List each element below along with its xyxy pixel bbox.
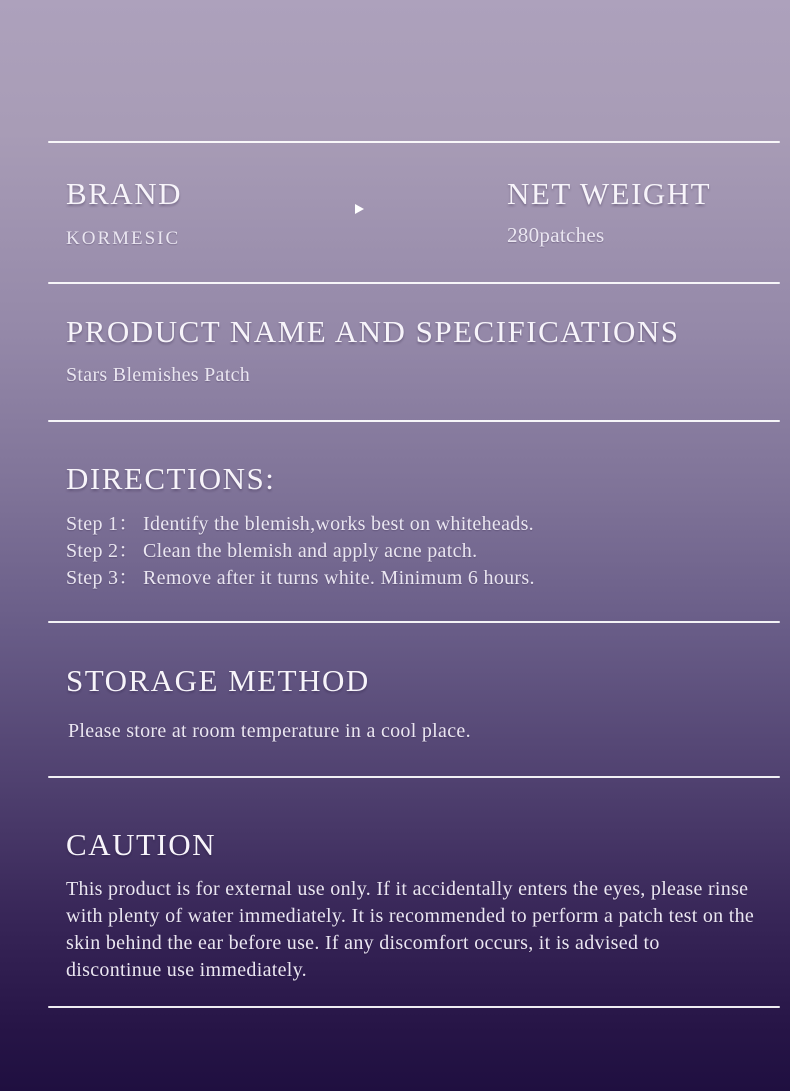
divider-brand-bottom [48,282,780,284]
storage-method-title: STORAGE METHOD [66,663,370,698]
product-name-title: PRODUCT NAME AND SPECIFICATIONS [66,314,680,349]
step-3-text: Remove after it turns white. Minimum 6 hours. [143,567,535,589]
brand-value: KORMESIC [66,228,181,249]
divider-directions-bottom [48,621,780,623]
storage-method-section [66,665,471,745]
divider-caution-bottom [48,1006,780,1008]
direction-step-1 [66,511,535,538]
net-weight-label: NET WEIGHT [507,176,712,211]
divider-storage-bottom [48,776,780,778]
step-2-text: Clean the blemish and apply acne patch. [143,540,478,562]
directions-steps [66,511,535,592]
step-1-text: Identify the blemish,works best on whiteheads. [143,513,534,535]
right-triangle-icon [355,204,364,214]
step-3-label: Step 3： [66,567,139,589]
divider-product-bottom [48,420,780,422]
step-2-label: Step 2： [66,540,139,562]
brand-label: BRAND [66,176,183,211]
caution-section [66,829,760,984]
product-name-section [66,316,680,389]
brand-column [66,178,182,252]
directions-section [66,463,535,592]
net-weight-column [507,178,711,249]
direction-step-3 [66,565,535,592]
net-weight-value: 280patches [507,223,605,247]
caution-text: This product is for external use only. If it accidentally enters the eyes, please rinse with plenty of water immediately. It is recommended to perform a patch test on the skin behind the ear before use. If any discomfort occurs, it is advised to discontinue use immediately. [66,878,755,981]
step-1-label: Step 1： [66,513,139,535]
product-name-value: Stars Blemishes Patch [66,364,251,386]
storage-method-text: Please store at room temperature in a cool place. [68,720,471,742]
caution-title: CAUTION [66,827,216,862]
directions-title: DIRECTIONS: [66,461,276,496]
divider-top [48,141,780,143]
direction-step-2 [66,538,535,565]
